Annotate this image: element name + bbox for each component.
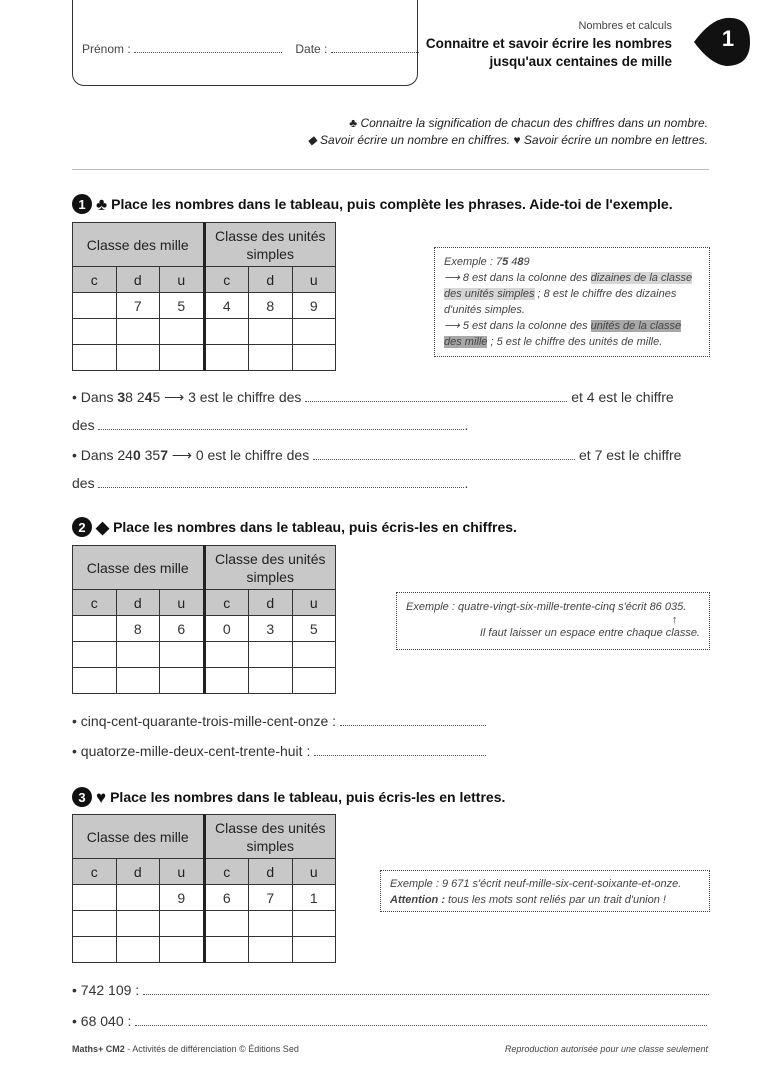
- table-cell[interactable]: [73, 319, 117, 345]
- exercise-2-example: [396, 592, 710, 650]
- sentence-1-continued: des .: [72, 417, 469, 433]
- table-cell[interactable]: 6: [160, 616, 205, 642]
- table-cell[interactable]: [160, 345, 205, 371]
- table-cell[interactable]: [73, 668, 117, 694]
- col-header: u: [160, 590, 205, 616]
- table-row: [73, 937, 336, 963]
- place-value-table-2: [72, 545, 336, 694]
- col-header: c: [204, 859, 249, 885]
- objectives: [307, 115, 708, 149]
- table-cell[interactable]: [204, 937, 249, 963]
- table-cell[interactable]: [249, 668, 293, 694]
- table-cell[interactable]: [160, 937, 205, 963]
- sentence-2: • Dans 240 357 ⟶ 0 est le chiffre des et 7 est le chiffre: [72, 447, 682, 463]
- table-cell[interactable]: [292, 642, 336, 668]
- table-cell[interactable]: [73, 911, 117, 937]
- col-header: c: [73, 590, 117, 616]
- item-2a: • cinq-cent-quarante-trois-mille-cent-onze :: [72, 713, 486, 729]
- col-header: c: [73, 859, 117, 885]
- answer-field[interactable]: [313, 447, 575, 460]
- title-line-1: Connaitre et savoir écrire les nombres: [425, 36, 672, 51]
- domain-label: Nombres et calculs: [578, 20, 672, 32]
- footer-license: Reproduction autorisée pour une classe seulement: [504, 1044, 708, 1054]
- header-classe-unites: Classe des unités simples: [204, 546, 336, 590]
- sheet-number: 1: [721, 26, 735, 51]
- prenom-field[interactable]: [134, 40, 282, 53]
- table-row: [73, 668, 336, 694]
- col-header: c: [73, 267, 117, 293]
- exercise-2-number: 2: [72, 517, 92, 537]
- col-header: u: [292, 590, 336, 616]
- table-cell[interactable]: [73, 345, 117, 371]
- table-cell[interactable]: 8: [116, 616, 160, 642]
- table-cell[interactable]: 6: [204, 885, 249, 911]
- table-cell[interactable]: [204, 911, 249, 937]
- table-cell[interactable]: [204, 668, 249, 694]
- col-header: u: [160, 859, 205, 885]
- item-3b: • 68 040 :: [72, 1013, 707, 1029]
- example-explanation-2: ⟶ 5 est dans la colonne des unités de la classe des mille ; 5 est le chiffre des unités de mille.: [444, 320, 682, 348]
- col-header: d: [249, 859, 293, 885]
- table-cell[interactable]: [160, 911, 205, 937]
- table-cell[interactable]: 1: [292, 885, 336, 911]
- up-arrow-icon: ↑: [672, 614, 678, 626]
- exercise-1-number: 1: [72, 194, 92, 214]
- col-header: c: [204, 267, 249, 293]
- table-cell[interactable]: [73, 293, 117, 319]
- place-value-table-3: [72, 814, 336, 963]
- table-cell[interactable]: [292, 668, 336, 694]
- example-text: Exemple : quatre-vingt-six-mille-trente-cinq s'écrit 86 035.: [406, 601, 687, 613]
- page-title: [372, 35, 672, 71]
- exercise-3-example: [380, 870, 710, 912]
- date-label: Date :: [295, 42, 328, 56]
- table-cell[interactable]: 9: [292, 293, 336, 319]
- table-row: [73, 345, 336, 371]
- example-text: Exemple : 9 671 s'écrit neuf-mille-six-cent-soixante-et-onze.: [390, 878, 682, 890]
- table-cell[interactable]: [116, 319, 160, 345]
- club-icon: ♣: [96, 194, 108, 214]
- footer-credit: Maths+ CM2 - Activités de différenciation © Éditions Sed: [72, 1044, 299, 1054]
- table-cell[interactable]: [73, 885, 117, 911]
- table-cell[interactable]: 7: [116, 293, 160, 319]
- answer-field[interactable]: [314, 743, 486, 756]
- exercise-1-example: [434, 247, 710, 357]
- answer-field[interactable]: [305, 389, 567, 402]
- table-cell[interactable]: [292, 319, 336, 345]
- table-cell[interactable]: [292, 937, 336, 963]
- table-row: [73, 911, 336, 937]
- item-3a: • 742 109 :: [72, 982, 709, 998]
- table-cell[interactable]: [249, 911, 293, 937]
- table-row: [73, 293, 336, 319]
- table-cell[interactable]: [204, 345, 249, 371]
- diamond-icon: ◆: [96, 517, 110, 537]
- name-date-line: [82, 40, 419, 56]
- title-line-2: jusqu'aux centaines de mille: [489, 54, 672, 69]
- example-note: Il faut laisser un espace entre chaque classe.: [479, 627, 700, 639]
- exercise-3-heading: [72, 787, 505, 807]
- exercise-1-instruction: Place les nombres dans le tableau, puis complète les phrases. Aide-toi de l'exemple.: [111, 196, 673, 212]
- exercise-1-heading: [72, 194, 673, 214]
- table-cell[interactable]: [204, 319, 249, 345]
- table-cell[interactable]: 4: [204, 293, 249, 319]
- objective-2: ◆ Savoir écrire un nombre en chiffres. ♥ Savoir écrire un nombre en lettres.: [307, 133, 708, 147]
- table-cell[interactable]: 7: [249, 885, 293, 911]
- example-explanation-1: ⟶ 8 est dans la colonne des dizaines de la classe des unités simples ; 8 est le chiffre des dizaines d'unités simples.: [444, 272, 693, 316]
- col-header: u: [292, 267, 336, 293]
- table-cell[interactable]: 8: [249, 293, 293, 319]
- header-classe-unites: Classe des unités simples: [204, 223, 336, 267]
- table-cell[interactable]: [116, 642, 160, 668]
- table-cell[interactable]: [249, 642, 293, 668]
- answer-field[interactable]: [135, 1013, 707, 1026]
- table-cell[interactable]: 9: [160, 885, 205, 911]
- table-row: [73, 319, 336, 345]
- answer-field[interactable]: [143, 982, 709, 995]
- table-cell[interactable]: [249, 937, 293, 963]
- col-header: c: [204, 590, 249, 616]
- col-header: d: [249, 590, 293, 616]
- attention-note: Attention : tous les mots sont reliés par un trait d'union !: [390, 894, 666, 906]
- exercise-2-instruction: Place les nombres dans le tableau, puis écris-les en chiffres.: [113, 519, 517, 535]
- col-header: u: [160, 267, 205, 293]
- header-classe-mille: Classe des mille: [73, 223, 205, 267]
- exercise-3-instruction: Place les nombres dans le tableau, puis écris-les en lettres.: [110, 789, 506, 805]
- table-cell[interactable]: 5: [292, 616, 336, 642]
- answer-field[interactable]: [340, 713, 486, 726]
- table-cell[interactable]: [116, 345, 160, 371]
- table-cell[interactable]: [116, 668, 160, 694]
- table-cell[interactable]: 0: [204, 616, 249, 642]
- col-header: d: [116, 267, 160, 293]
- table-cell[interactable]: [292, 911, 336, 937]
- exercise-3-number: 3: [72, 787, 92, 807]
- item-2b: • quatorze-mille-deux-cent-trente-huit :: [72, 743, 486, 759]
- table-cell[interactable]: [204, 642, 249, 668]
- table-cell[interactable]: [160, 642, 205, 668]
- table-cell[interactable]: [249, 345, 293, 371]
- table-cell[interactable]: [73, 642, 117, 668]
- table-cell[interactable]: [73, 616, 117, 642]
- table-cell[interactable]: 5: [160, 293, 205, 319]
- answer-field[interactable]: [98, 475, 464, 488]
- col-header: d: [116, 590, 160, 616]
- sentence-1: • Dans 38 245 ⟶ 3 est le chiffre des et 4 est le chiffre: [72, 389, 674, 405]
- col-header: d: [116, 859, 160, 885]
- table-cell[interactable]: [292, 345, 336, 371]
- table-row: [73, 885, 336, 911]
- table-cell[interactable]: [249, 319, 293, 345]
- exercise-2-heading: [72, 517, 517, 537]
- divider: [72, 169, 709, 170]
- table-cell[interactable]: [160, 319, 205, 345]
- header-classe-mille: Classe des mille: [73, 815, 205, 859]
- table-cell[interactable]: [116, 911, 160, 937]
- header-classe-unites: Classe des unités simples: [204, 815, 336, 859]
- table-cell[interactable]: [73, 937, 117, 963]
- example-number: Exemple : 75 489: [444, 256, 530, 268]
- heart-icon: ♥: [96, 787, 107, 807]
- col-header: d: [249, 267, 293, 293]
- table-cell[interactable]: [116, 937, 160, 963]
- table-row: [73, 616, 336, 642]
- objective-1: ♣ Connaitre la signification de chacun des chiffres dans un nombre.: [349, 116, 708, 130]
- header-classe-mille: Classe des mille: [73, 546, 205, 590]
- table-row: [73, 642, 336, 668]
- sentence-2-continued: des .: [72, 475, 469, 491]
- table-cell[interactable]: 3: [249, 616, 293, 642]
- prenom-label: Prénom :: [82, 42, 131, 56]
- answer-field[interactable]: [98, 417, 464, 430]
- place-value-table-1: [72, 222, 336, 371]
- table-cell[interactable]: [160, 668, 205, 694]
- col-header: u: [292, 859, 336, 885]
- table-cell[interactable]: [116, 885, 160, 911]
